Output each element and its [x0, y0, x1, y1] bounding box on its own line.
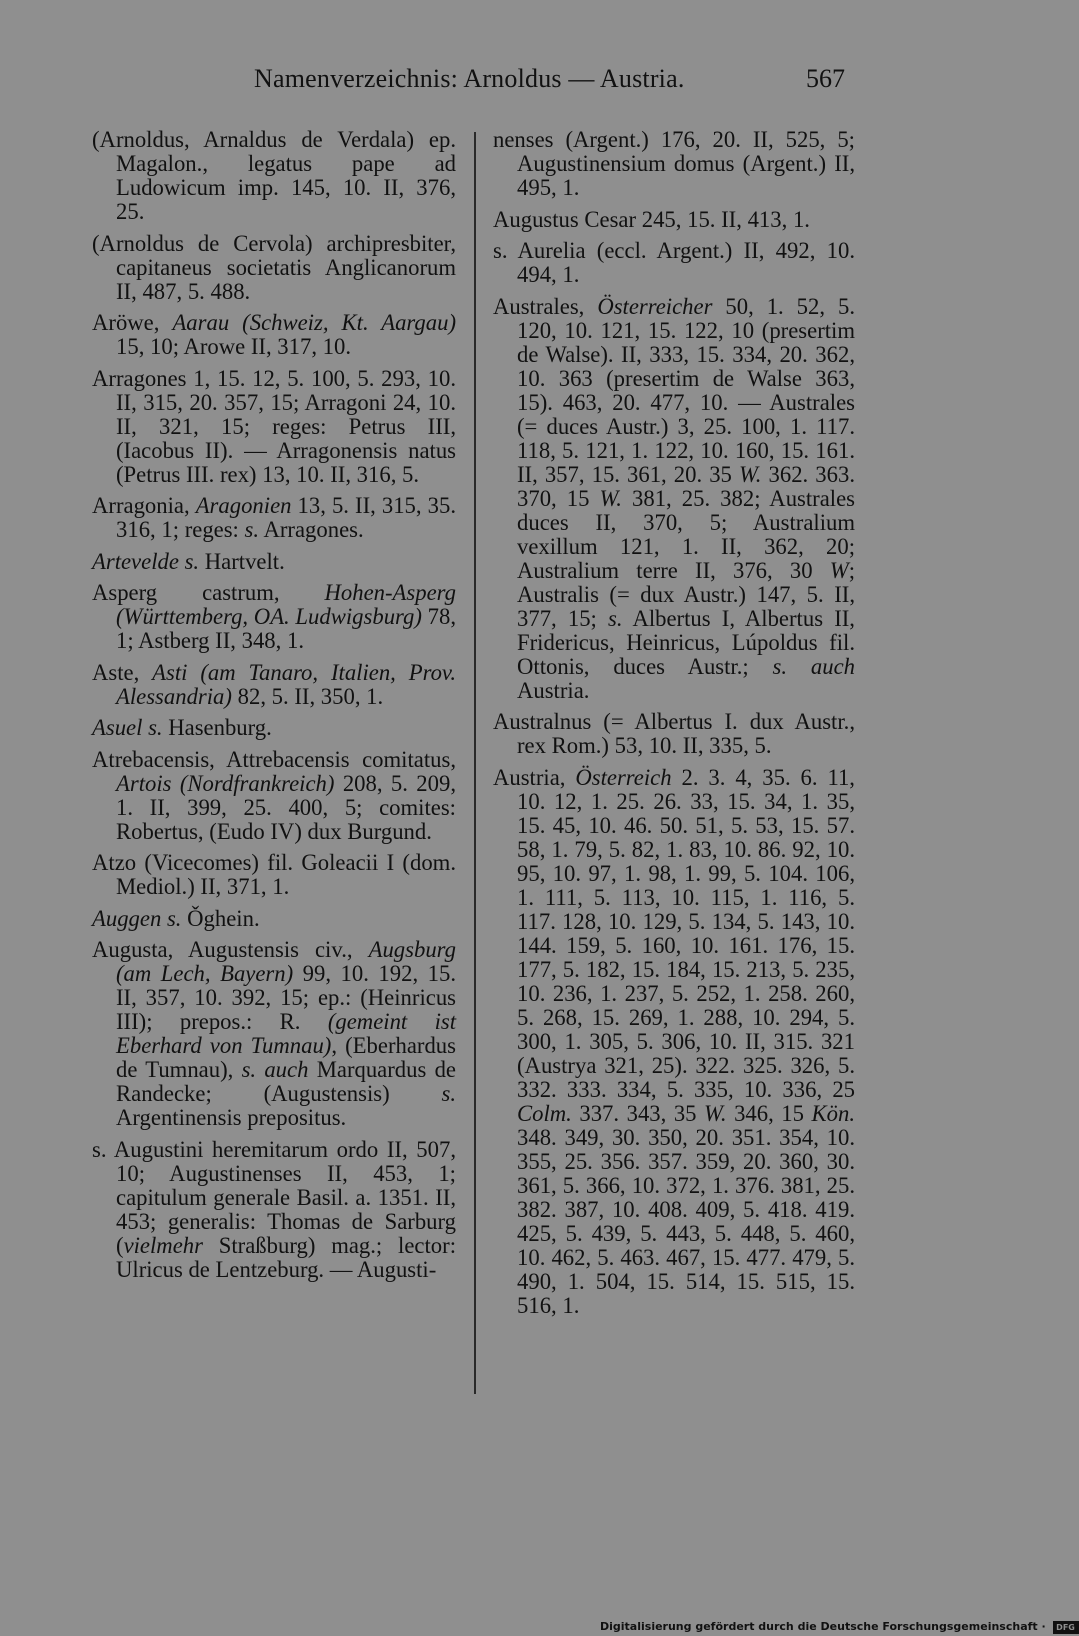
entry-text: Asperg castrum,: [92, 580, 325, 605]
index-entry: [92, 230, 462, 304]
left-column: [92, 127, 462, 1289]
entry-text: (Arnoldus, Arnaldus de Verdala) ep. Magalon., legatus pape ad Ludowicum imp. 145, 10. II, 376, 25.: [92, 127, 462, 224]
index-entry: [92, 716, 456, 740]
index-entry: [493, 127, 861, 200]
footer-credit: [600, 1620, 1079, 1634]
entry-text: 13, 5. II, 315, 35. 316, 1; reges:: [116, 493, 462, 542]
entry-text: Augusta, Augustensis civ.,: [92, 937, 369, 962]
dfg-logo-icon: DFG: [1053, 1621, 1079, 1634]
right-column: [493, 127, 861, 1325]
index-entry: [493, 709, 861, 758]
entry-text: Hasenburg.: [162, 715, 272, 740]
running-head: [0, 64, 1000, 104]
index-entry: [92, 310, 462, 359]
entry-italic-text: vielmehr: [123, 1232, 203, 1258]
entry-text: Arragones.: [259, 517, 364, 542]
entry-text: (Arnoldus de Cervola) archipresbiter, capitaneus societatis Anglicanorum II, 487, 5. 488.: [92, 230, 462, 304]
entry-italic-text: (gemeint ist Eberhard von Tumnau): [116, 1009, 462, 1058]
entry-text: nenses (Argent.) 176, 20. II, 525, 5; Augustinensium domus (Argent.) II, 495, 1.: [493, 127, 861, 200]
index-entry: [493, 293, 861, 703]
entry-italic-text: s. auch: [772, 653, 855, 679]
entry-text: ; Australis (= dux Austr.) 147, 5. II, 377, 15;: [517, 557, 861, 631]
entry-italic-text: s.: [244, 517, 260, 542]
entry-italic-text: Kön.: [811, 1100, 856, 1126]
entry-text: Augustus Cesar 245, 15. II, 413, 1.: [493, 206, 810, 232]
entry-italic-text: Aarau (Schweiz, Kt. Aargau): [172, 310, 456, 335]
entry-text: Straßburg) mag.; lector: Ulricus de Lentzeburg. — Augusti-: [116, 1232, 462, 1282]
entry-text: Aste,: [92, 659, 153, 685]
entry-text: 348. 349, 30. 350, 20. 351. 354, 10. 355, 25. 356. 357. 359, 20. 360, 30. 361, 5. 366, 10. 372, 1. 376. 381, 25. 382. 387, 10. 408. 409, 5. 418. 419. 425, 5. 439, 5. 443, 5. 448, 5. 460, 10. 462, 5. 463. 467, 15. 477. 479, 5. 490, 1. 504, 15. 514, 15. 515, 15. 516, 1.: [517, 1100, 861, 1318]
entry-text: Arragones 1, 15. 12, 5. 100, 5. 293, 10. II, 315, 20. 357, 15; Arragoni 24, 10. II, 321, 15; reges: Petrus III, (Iacobus II). — Arragonensis natus (Petrus III. rex) 13, 10. II, 316, 5.: [92, 365, 462, 487]
entry-text: 50, 1. 52, 5. 120, 10. 121, 15. 122, 10 (presertim de Walse). II, 333, 15. 334, 20. 362, 10. 363 (presertim de Walse 363, 15). 463, 20. 477, 10. — Australes (= duces Austr.) 3, 25. 100, 1. 117. 118, 5. 121, 1. 122, 10. 160, 15. 161. II, 357, 15. 361, 20. 35: [517, 293, 861, 487]
index-entry: [92, 850, 462, 899]
entry-italic-text: Österreicher: [597, 293, 713, 319]
entry-italic-text: W.: [738, 461, 762, 487]
footer-text: Digitalisierung gefördert durch die Deutsche Forschungsgemeinschaft ·: [600, 1620, 1046, 1633]
entry-italic-text: Österreich: [575, 764, 672, 790]
entry-text: 346, 15: [726, 1100, 812, 1126]
index-entry: [92, 907, 456, 931]
entry-text: Hartvelt.: [199, 548, 285, 574]
entry-italic-text: Asti (am Tanaro, Italien, Prov. Alessandria): [116, 659, 462, 709]
index-entry: [92, 550, 456, 574]
entry-italic-text: W.: [704, 1100, 727, 1126]
entry-italic-text: W.: [599, 485, 622, 511]
entry-text: 15, 10; Arowe II, 317, 10.: [116, 310, 462, 359]
index-entry: [493, 764, 861, 1318]
entry-text: Atzo (Vicecomes) fil. Goleacii I (dom. Mediol.) II, 371, 1.: [92, 850, 462, 899]
index-entry: [92, 580, 462, 653]
index-entry: [92, 937, 462, 1130]
entry-italic-text: s. auch: [241, 1057, 309, 1082]
index-entry: [92, 1136, 462, 1282]
page-title: Namenverzeichnis: Arnoldus — Austria.: [254, 64, 685, 93]
entry-text: Austria,: [493, 764, 576, 790]
index-entry: [493, 208, 855, 232]
entry-text: Argentinensis prepositus.: [116, 1081, 462, 1130]
index-entry: [92, 746, 462, 844]
entry-italic-text: s.: [441, 1081, 456, 1106]
column-divider: [474, 132, 476, 1394]
entry-text: s. Augustini heremitarum ordo II, 507, 10; Augustinenses II, 453, 1; capitulum generale Basil. a. 1351. II, 453; generalis: Thomas de Sarburg (: [92, 1136, 462, 1258]
index-entry: [92, 659, 462, 709]
entry-italic-text: Augsburg (am Lech, Bayern): [116, 937, 462, 986]
entry-text: Australnus (= Albertus I. dux Austr., rex Rom.) 53, 10. II, 335, 5.: [493, 709, 861, 758]
entry-text: Arragonia,: [92, 493, 196, 518]
index-entry: [92, 365, 462, 487]
entry-italic-text: W: [829, 557, 849, 583]
entry-text: Marquardus de Randecke; (Augustensis): [116, 1057, 462, 1106]
entry-text: Ǒghein.: [181, 905, 260, 931]
entry-text: 337. 343, 35: [571, 1100, 705, 1126]
entry-text: 2. 3. 4, 35. 6. 11, 10. 12, 1. 25. 26. 33, 15. 34, 1. 35, 15. 45, 10. 46. 50. 51, 5. 53, 15. 57. 58, 1. 79, 5. 82, 1. 83, 10. 86. 92, 10. 95, 10. 97, 1. 98, 1. 99, 5. 104. 106, 1. 111, 5. 113, 10. 115, 1. 116, 5. 117. 128, 10. 129, 5. 134, 5. 143, 10. 144. 159, 5. 160, 10. 161. 176, 15. 177, 5. 182, 15. 184, 15. 213, 5. 235, 10. 236, 1. 237, 5. 252, 1. 258. 260, 5. 268, 15. 269, 1. 288, 10. 294, 5. 300, 1. 305, 5. 306, 10. II, 315. 321 (Austrya 321, 25). 322. 325. 326, 5. 332. 333. 334, 5. 335, 10. 336, 25: [517, 764, 861, 1102]
index-entry: [493, 238, 861, 287]
entry-text: 208, 5. 209, 1. II, 399, 25. 400, 5; comites: Robertus, (Eudo IV) dux Burgund.: [116, 770, 462, 844]
index-entry: [92, 493, 462, 542]
index-entry: [92, 127, 462, 224]
entry-italic-text: Asuel s.: [92, 715, 163, 740]
entry-text: 82, 5. II, 350, 1.: [231, 683, 384, 709]
entry-text: Australes,: [493, 293, 598, 319]
entry-text: s. Aurelia (eccl. Argent.) II, 492, 10. 494, 1.: [493, 238, 861, 287]
entry-italic-text: Artois (Nordfrankreich): [116, 770, 335, 796]
entry-italic-text: Aragonien: [195, 493, 292, 518]
entry-italic-text: Colm.: [517, 1100, 572, 1126]
page-number: 567: [806, 64, 845, 93]
entry-italic-text: Auggen s.: [92, 905, 182, 931]
entry-text: Atrebacensis, Attrebacensis comitatus,: [92, 746, 462, 772]
entry-italic-text: Hohen-Asperg (Württemberg, OA. Ludwigsburg): [116, 580, 462, 629]
entry-text: 362. 363. 370, 15: [517, 461, 861, 511]
entry-text: Aro͏̈we,: [92, 310, 173, 335]
entry-text: 99, 10. 192, 15. II, 357, 10. 392, 15; ep.: (Heinricus III); prepos.: R.: [116, 961, 462, 1034]
entry-italic-text: Artevelde s.: [92, 548, 200, 574]
entry-italic-text: s.: [608, 605, 623, 631]
entry-text: 78, 1; Astberg II, 348, 1.: [116, 604, 462, 653]
entry-text: , (Eberhardus de Tumnau),: [116, 1033, 462, 1082]
entry-text: 381, 25. 382; Australes duces II, 370, 5; Australium vexillum 121, 1. II, 362, 20; Australium terre II, 376, 30: [517, 485, 861, 583]
entry-text: Albertus I, Albertus II, Fridericus, Heinricus, Lúpoldus fil. Ottonis, duces Austr.;: [517, 605, 861, 679]
entry-text: Austria.: [517, 653, 861, 703]
